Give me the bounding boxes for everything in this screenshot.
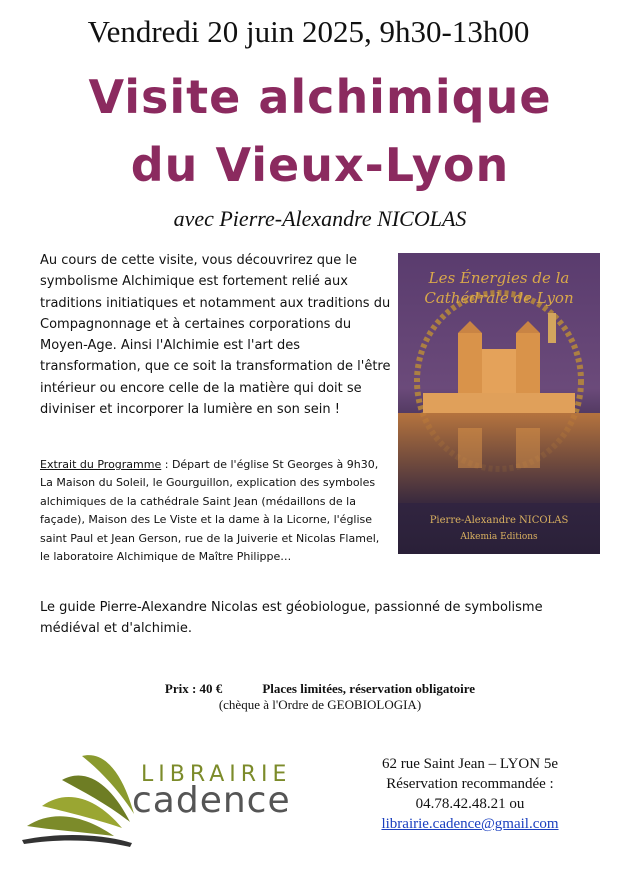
logo-word-librairie: LIBRAIRIE (141, 762, 292, 787)
title-line-2: du Vieux-Lyon (130, 138, 510, 192)
book-title-line-1: Les Énergies de la (428, 269, 570, 287)
email-link[interactable]: librairie.cadence@gmail.com (381, 816, 559, 832)
cheque-note: (chèque à l'Ordre de GEOBIOLOGIA) (218, 697, 422, 712)
book-cover (398, 253, 600, 554)
intro-paragraph: Au cours de cette visite, vous découvrirez que le symbolisme Alchimique est fortement relié aux traditions initiatiques et notamment aux traditions du Compagnonnage et à certaines corporations du Moyen-Age. Ainsi l'Alchimie est l'art des transformation, que ce soit la transformation de l'être intérieur ou encore celle de la matière qui doit se diviniser et incorporer la lumière en son sein ! (40, 253, 391, 418)
contact-block (350, 754, 590, 834)
book-author: Pierre-Alexandre NICOLAS (429, 515, 569, 526)
book-title-line-2: Cathédrale de Lyon (424, 289, 574, 307)
phone: 04.78.42.48.21 ou (415, 796, 525, 812)
book-publisher: Alkemia Editions (460, 532, 538, 542)
title-line-1: Visite alchimique (88, 70, 552, 124)
reservation-note: Réservation recommandée : (386, 776, 554, 792)
logo-word-cadence: cadence (132, 780, 291, 821)
price: Prix : 40 € (164, 681, 223, 696)
programme-text: : Départ de l'église St Georges à 9h30, La Maison du Soleil, le Gourguillon, explication des symboles alchimiques de la cathédrale Saint Jean (médaillons de la façade), Maison des Le Viste et la dame à la Licorne, l'église saint Paul et Jean Gerson, rue de la Juiverie et Nicolas Flamel, le laboratoire Alchimique de Maître Philippe… (40, 458, 380, 564)
event-date: Vendredi 20 juin 2025, 9h30-13h00 (87, 14, 530, 49)
programme-label: Extrait du Programme (40, 458, 162, 471)
book-cover-image (398, 253, 600, 554)
places-note: Places limitées, réservation obligatoire (262, 681, 476, 696)
price-line (0, 681, 617, 697)
subtitle: avec Pierre-Alexandre NICOLAS (173, 206, 467, 231)
address: 62 rue Saint Jean – LYON 5e (382, 756, 558, 772)
programme-paragraph (40, 456, 392, 566)
guide-paragraph: Le guide Pierre-Alexandre Nicolas est géobiologue, passionné de symbolisme médiéval et d'alchimie. (40, 600, 543, 636)
